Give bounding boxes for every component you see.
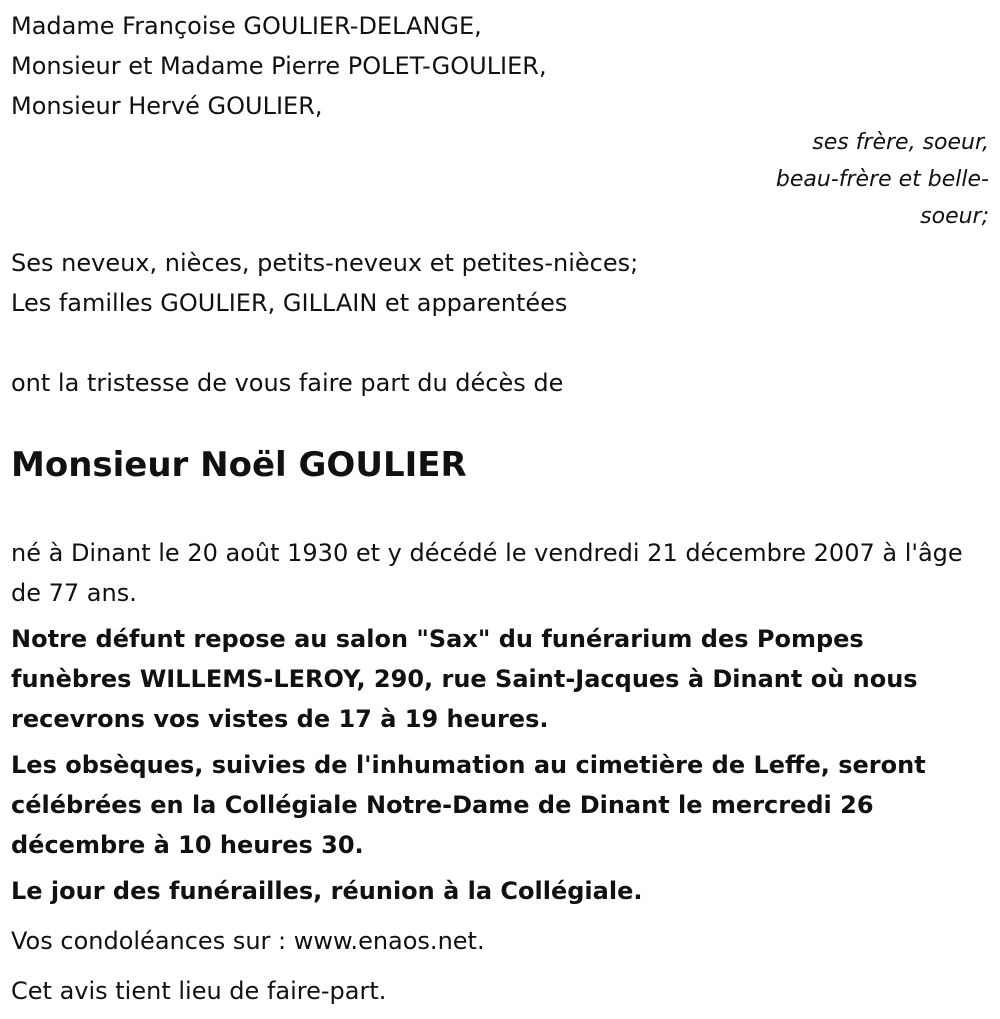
relation-line: beau-frère et belle- <box>775 167 989 192</box>
condolences-line: Vos condoléances sur : www.enaos.net. <box>11 927 485 955</box>
family-name-line: Monsieur et Madame Pierre POLET-GOULIER, <box>11 52 547 80</box>
relation-line: ses frère, soeur, <box>812 130 989 155</box>
funeral-details: Les obsèques, suivies de l'inhumation au cimetière de Leffe, seront célébrées en la Collégiale Notre-Dame de Dinant le mercredi 26 décembre à 10 heures 30. <box>11 751 926 859</box>
relation-description <box>11 124 989 235</box>
relatives-line: Les familles GOULIER, GILLAIN et apparentées <box>11 289 568 317</box>
notice-line: Cet avis tient lieu de faire-part. <box>11 977 387 1005</box>
obituary-notice <box>11 0 989 1011</box>
relatives-line: Ses neveux, nièces, petits-neveux et petites-nièces; <box>11 249 639 277</box>
birth-death-details: né à Dinant le 20 août 1930 et y décédé le vendredi 21 décembre 2007 à l'âge de 77 ans. <box>11 539 963 607</box>
relation-line: soeur; <box>920 204 989 229</box>
other-relatives <box>11 243 989 323</box>
family-names <box>11 6 989 126</box>
meeting-details: Le jour des funérailles, réunion à la Collégiale. <box>11 877 643 905</box>
deceased-name: Monsieur Noël GOULIER <box>11 445 467 485</box>
family-name-line: Madame Françoise GOULIER-DELANGE, <box>11 12 482 40</box>
announcement-intro: ont la tristesse de vous faire part du décès de <box>11 369 564 397</box>
family-name-line: Monsieur Hervé GOULIER, <box>11 92 323 120</box>
repose-details: Notre défunt repose au salon "Sax" du funérarium des Pompes funèbres WILLEMS-LEROY, 290, rue Saint-Jacques à Dinant où nous recevrons vos vistes de 17 à 19 heures. <box>11 625 918 733</box>
